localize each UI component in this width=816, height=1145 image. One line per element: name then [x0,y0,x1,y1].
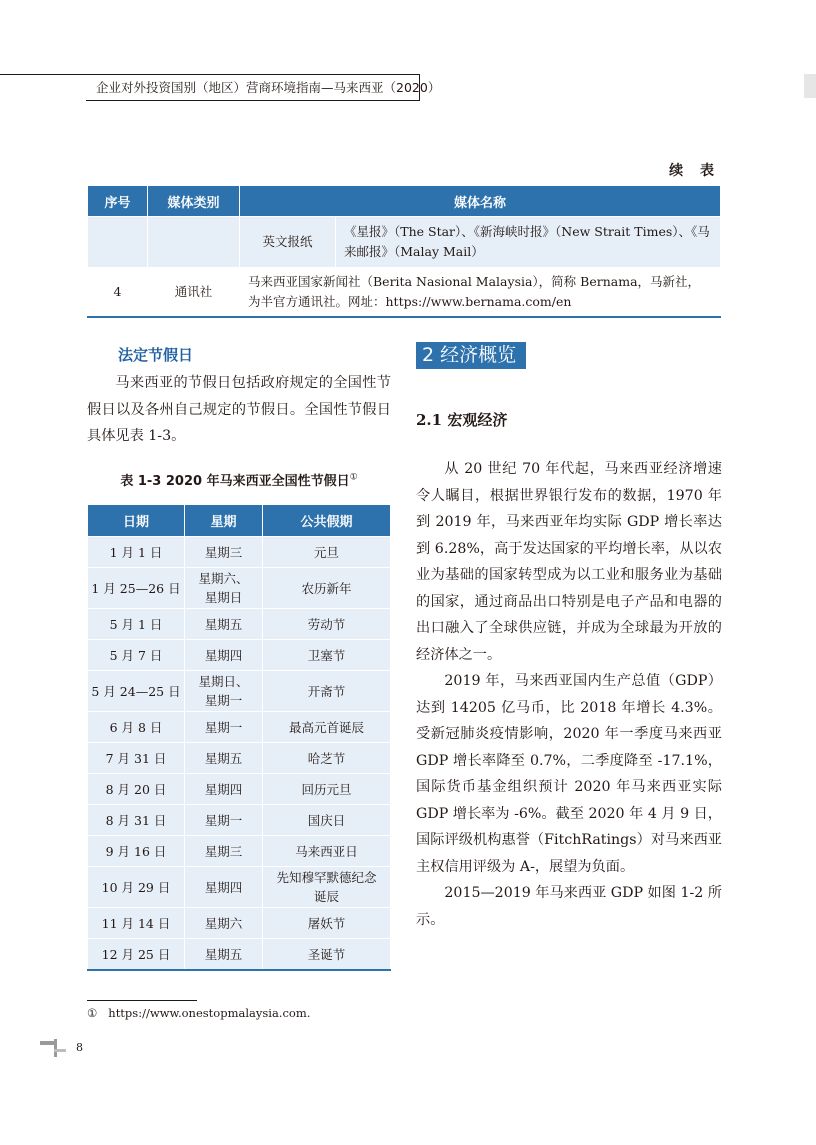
cell-weekday: 星期六 [185,908,263,939]
cell-date: 7 月 31 日 [88,743,185,774]
cell-holiday: 马来西亚日 [263,836,391,867]
holidays-heading: 法定节假日 [118,346,194,364]
footnote-ref: ① [349,472,358,483]
cell-holiday: 回历元旦 [263,774,391,805]
footnote [87,1006,310,1020]
cell-weekday: 星期三 [185,836,263,867]
table-header-row [88,186,721,217]
macro-body [416,456,722,933]
table-row [88,671,391,712]
cell-holiday: 卫塞节 [263,640,391,671]
page-decoration-icon [40,1038,68,1058]
continued-label: 续 表 [669,163,720,179]
page-number: 8 [76,1041,83,1054]
cell-weekday: 星期一 [185,805,263,836]
table-row [88,774,391,805]
table-row [88,908,391,939]
cell-weekday: 星期四 [185,640,263,671]
table-row [88,268,721,318]
cell-holiday: 最高元首诞辰 [263,712,391,743]
section-heading: 2.1 宏观经济 [416,411,508,429]
cell-type: 英文报纸 [240,217,336,268]
col-header-date: 日期 [88,505,185,537]
cell-date: 11 月 14 日 [88,908,185,939]
cell-date: 10 月 29 日 [88,867,185,908]
table-row [88,867,391,908]
cell-no: 4 [88,268,148,318]
cell-date: 8 月 20 日 [88,774,185,805]
cell-holiday: 开斋节 [263,671,391,712]
running-header: 企业对外投资国别（地区）营商环境指南—马来西亚（2020） [86,74,420,101]
cell-weekday: 星期六、星期日 [185,568,263,609]
cell-date: 5 月 1 日 [88,609,185,640]
table-caption [87,470,391,489]
col-header-type: 媒体类别 [148,186,240,217]
table-row [88,217,721,268]
cell-holiday: 圣诞节 [263,939,391,971]
cell-weekday: 星期日、星期一 [185,671,263,712]
col-header-holiday: 公共假期 [263,505,391,537]
cell-holiday: 国庆日 [263,805,391,836]
cell-type: 通讯社 [148,268,240,318]
cell-holiday: 哈芝节 [263,743,391,774]
col-header-no: 序号 [88,186,148,217]
holiday-table [87,504,391,971]
cell-weekday: 星期四 [185,867,263,908]
cell-date: 8 月 31 日 [88,805,185,836]
cell-date: 1 月 1 日 [88,537,185,568]
col-header-weekday: 星期 [185,505,263,537]
chapter-heading: 2 经济概览 [416,342,526,369]
table-row [88,609,391,640]
side-thumb-tab [804,74,816,98]
cell-no [88,217,148,268]
table-row [88,712,391,743]
col-header-name: 媒体名称 [240,186,721,217]
cell-weekday: 星期三 [185,537,263,568]
holidays-paragraph: 马来西亚的节假日包括政府规定的全国性节假日以及各州自己规定的节假日。全国性节假日具体见表 1-3。 [87,375,391,444]
footnote-rule [87,1000,197,1001]
body-paragraph: 2019 年，马来西亚国内生产总值（GDP）达到 14205 亿马币，比 2018 年增长 4.3%。受新冠肺炎疫情影响，2020 年一季度马来西亚 GDP 增长率降至 0.7%，二季度降至 -17.1%，国际货币基金组织预计 2020 年马来西亚实际 GDP 增长率为 -6%。截至 2020 年 4 月 9 日，国际评级机构惠誉（FitchRatings）对马来西亚主权信用评级为 A-，展望为负面。 [416,673,722,875]
cell-weekday: 星期五 [185,609,263,640]
table-row [88,805,391,836]
cell-date: 12 月 25 日 [88,939,185,971]
body-paragraph: 从 20 世纪 70 年代起，马来西亚经济增速令人瞩目，根据世界银行发布的数据，1970 年到 2019 年，马来西亚年均实际 GDP 增长率达到 6.28%，高于发达国家的平均增长率，从以农业为基础的国家转型成为以工业和服务业为基础的国家，通过商品出口特别是电子产品和电器的出口融入了全球供应链，并成为全球最为开放的经济体之一。 [416,461,722,663]
body-paragraph: 2015—2019 年马来西亚 GDP 如图 1-2 所示。 [416,885,722,928]
table-row [88,568,391,609]
cell-holiday: 劳动节 [263,609,391,640]
footnote-text: https://www.onestopmalaysia.com. [108,1006,311,1020]
cell-empty [148,217,240,268]
cell-holiday: 屠妖节 [263,908,391,939]
cell-date: 6 月 8 日 [88,712,185,743]
cell-weekday: 星期五 [185,939,263,971]
cell-date: 1 月 25—26 日 [88,568,185,609]
media-table [87,185,721,318]
cell-date: 5 月 7 日 [88,640,185,671]
cell-weekday: 星期一 [185,712,263,743]
table-row [88,537,391,568]
cell-weekday: 星期五 [185,743,263,774]
footnote-marker: ① [87,1006,98,1020]
table-row [88,939,391,971]
cell-date: 9 月 16 日 [88,836,185,867]
caption-text: 表 1-3 2020 年马来西亚全国性节假日 [120,474,350,489]
cell-name: 《星报》（The Star）、《新海峡时报》（New Strait Times）、《马来邮报》（Malay Mail） [336,217,721,268]
cell-weekday: 星期四 [185,774,263,805]
cell-holiday: 农历新年 [263,568,391,609]
cell-holiday: 先知穆罕默德纪念诞辰 [263,867,391,908]
table-row [88,743,391,774]
table-row [88,836,391,867]
cell-name: 马来西亚国家新闻社（Berita Nasional Malaysia），简称 Bernama，马新社，为半官方通讯社。网址：https://www.bernama.com/en [240,268,721,318]
cell-date: 5 月 24—25 日 [88,671,185,712]
table-header-row [88,505,391,537]
table-row [88,640,391,671]
cell-holiday: 元旦 [263,537,391,568]
